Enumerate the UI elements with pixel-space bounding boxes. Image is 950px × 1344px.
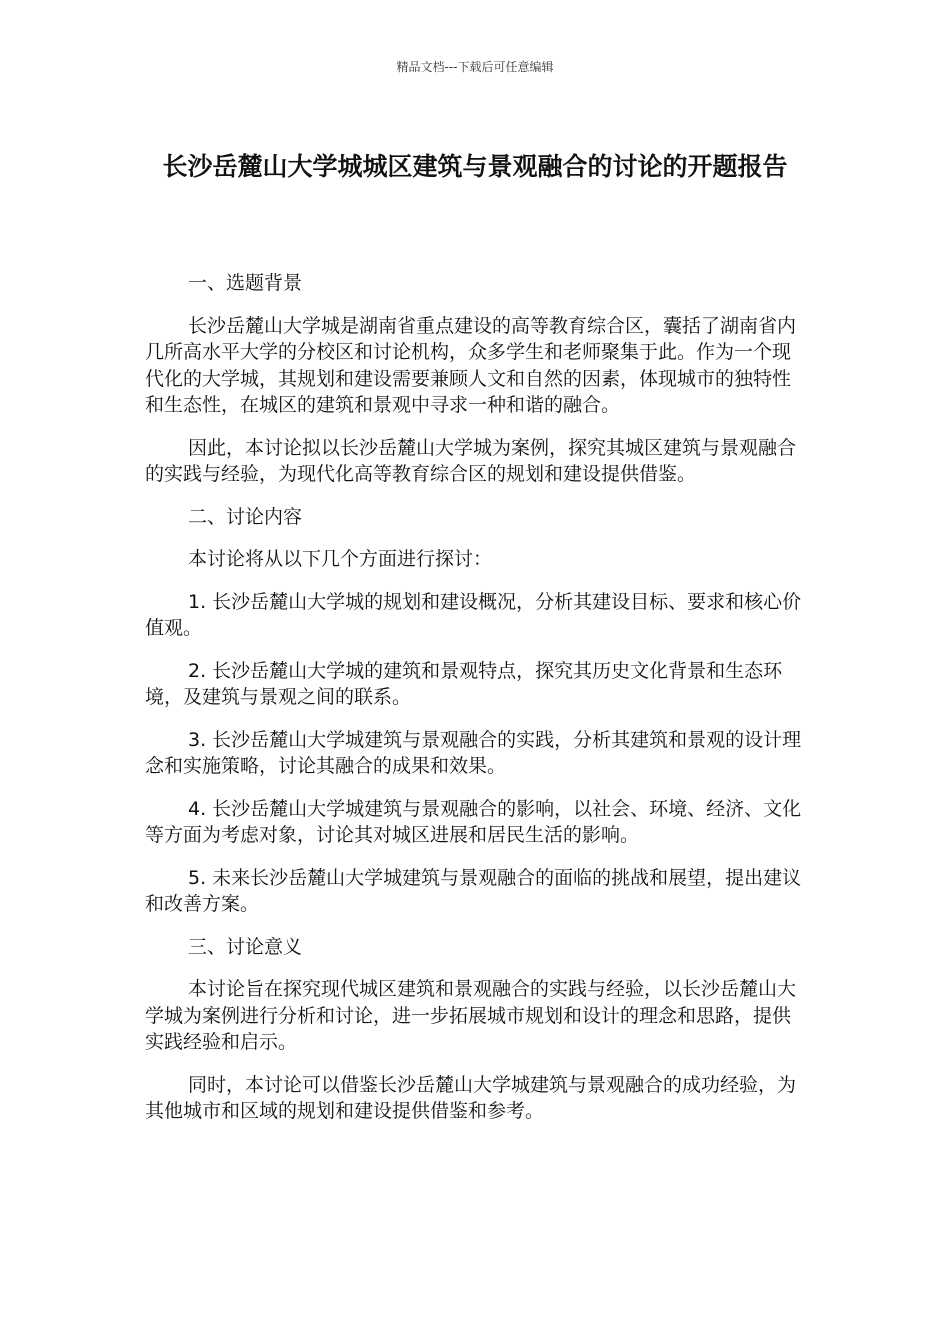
list-item: 5. 未来长沙岳麓山大学城建筑与景观融合的面临的挑战和展望，提出建议和改善方案。	[145, 866, 802, 915]
document-body	[145, 270, 807, 1141]
page-header: 精品文档---下载后可任意编辑	[396, 60, 554, 74]
document-title: 长沙岳麓山大学城城区建筑与景观融合的讨论的开题报告	[162, 152, 788, 181]
list-item: 2. 长沙岳麓山大学城的建筑和景观特点，探究其历史文化背景和生态环境，及建筑与景观之间的联系。	[145, 659, 783, 708]
list-item: 1. 长沙岳麓山大学城的规划和建设概况，分析其建设目标、要求和核心价值观。	[145, 590, 802, 639]
paragraph: 长沙岳麓山大学城是湖南省重点建设的高等教育综合区，囊括了湖南省内几所高水平大学的分校区和讨论机构，众多学生和老师聚集于此。作为一个现代化的大学城，其规划和建设需要兼顾人文和自然的因素，体现城市的独特性和生态性，在城区的建筑和景观中寻求一种和谐的融合。	[145, 314, 797, 416]
paragraph: 本讨论将从以下几个方面进行探讨：	[188, 548, 493, 570]
paragraph: 本讨论旨在探究现代城区建筑和景观融合的实践与经验，以长沙岳麓山大学城为案例进行分析和讨论，进一步拓展城市规划和设计的理念和思路，提供实践经验和启示。	[145, 978, 797, 1053]
list-item: 4. 长沙岳麓山大学城建筑与景观融合的影响，以社会、环境、经济、文化等方面为考虑对象，讨论其对城区进展和居民生活的影响。	[145, 797, 802, 846]
paragraph: 同时，本讨论可以借鉴长沙岳麓山大学城建筑与景观融合的成功经验，为其他城市和区域的规划和建设提供借鉴和参考。	[145, 1073, 797, 1122]
list-item: 3. 长沙岳麓山大学城建筑与景观融合的实践，分析其建筑和景观的设计理念和实施策略，讨论其融合的成果和效果。	[145, 728, 802, 777]
section-heading-significance: 三、讨论意义	[188, 935, 303, 958]
section-heading-content: 二、讨论内容	[188, 505, 303, 528]
section-heading-background: 一、选题背景	[188, 272, 303, 294]
paragraph: 因此，本讨论拟以长沙岳麓山大学城为案例，探究其城区建筑与景观融合的实践与经验，为现代化高等教育综合区的规划和建设提供借鉴。	[145, 436, 797, 485]
